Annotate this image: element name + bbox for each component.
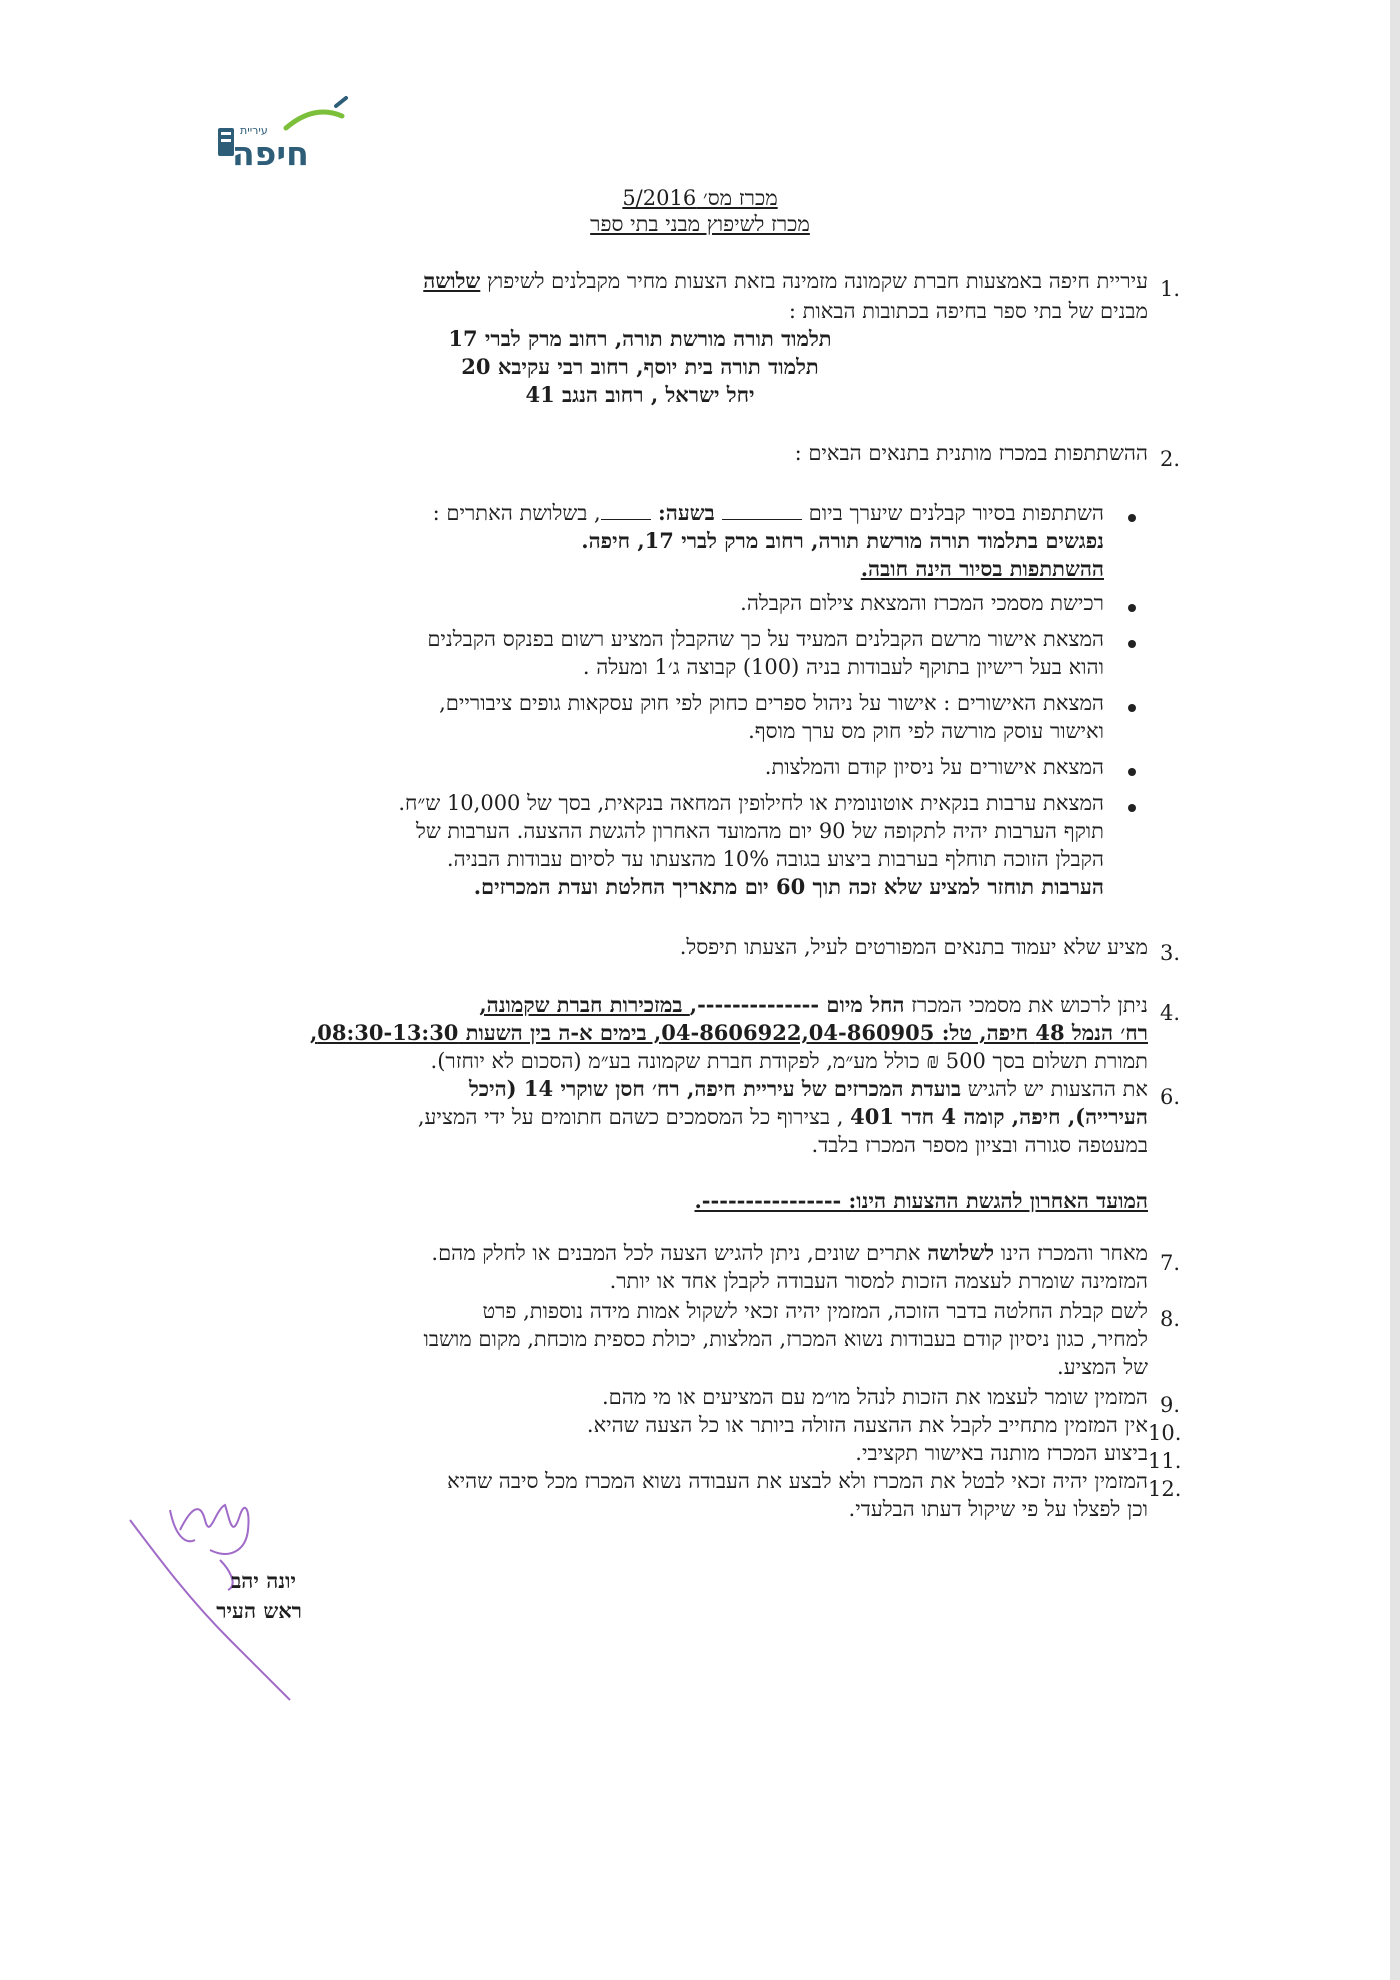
signatory-title: ראש העיר (216, 1598, 302, 1623)
bullet-1-line-1: השתתפות בסיור קבלנים שיערך ביום בשעה: , בשלושת האתרים : (432, 500, 1104, 525)
bullet-4-line-2: ואישור עוסק מורשה לפי חוק מס ערך מוסף. (748, 719, 1104, 743)
section-9-number: 9. (1160, 1393, 1181, 1417)
section-1-number: 1. (1160, 277, 1181, 301)
section-4-line-1: ניתן לרכוש את מסמכי המכרז החל מיום --------------, במזכירות חברת שקמונה, (479, 992, 1148, 1017)
bullet-1-line-3: ההשתתפות בסיור הינה חובה. (860, 556, 1104, 581)
scan-edge (1390, 0, 1400, 1980)
section-11-text: ביצוע המכרז מותנה באישור תקציבי. (855, 1441, 1148, 1465)
bullet-6-line-1: המצאת ערבות בנקאית אוטונומית או לחילופין המחאה בנקאית, בסך של 10,000 ש״ח. (398, 791, 1104, 815)
section-8-line-3: של המציע. (1057, 1355, 1148, 1379)
bullet-3-line-1: המצאת אישור מרשם הקבלנים המעיד על כך שהקבלן המציע רשום בפנקס הקבלנים (427, 627, 1104, 651)
section-2-text: ההשתתפות במכרז מותנית בתנאים הבאים : (794, 441, 1148, 465)
section-1-line-2: מבנים של בתי ספר בחיפה בכתובות הבאות : (788, 299, 1148, 323)
section-4-number: 4. (1160, 1001, 1181, 1025)
section-12-line-2: וכן לפצלו על פי שיקול דעתו הבלעדי. (848, 1497, 1148, 1521)
tender-number: מכרז מס׳ 5/2016 (622, 186, 778, 210)
section-12-line-1: המזמין יהיה זכאי לבטל את המכרז ולא לבצע את העבודה נשוא המכרז מכל סיבה שהיא (447, 1469, 1148, 1493)
address-2: תלמוד תורה בית יוסף, רחוב רבי עקיבא 20 (461, 354, 819, 379)
section-2-number: 2. (1160, 447, 1181, 471)
section-10-number: 10. (1148, 1421, 1182, 1445)
bullet-6-line-3: הקבלן הזוכה תוחלף בערבות ביצוע בגובה 10% מהצעתו עד לסיום עבודות הבניה. (446, 847, 1104, 871)
bullet-5-line-1: המצאת אישורים על ניסיון קודם והמלצות. (764, 755, 1104, 779)
submission-deadline: המועד האחרון להגשת ההצעות הינו: ----------------. (694, 1188, 1148, 1213)
section-9-text: המזמין שומר לעצמו את הזכות לנהל מו״מ עם המציעים או מי מהם. (602, 1385, 1148, 1409)
section-8-number: 8. (1160, 1307, 1181, 1331)
bullet (1128, 704, 1136, 712)
address-3: יחל ישראל , רחוב הנגב 41 (525, 382, 755, 407)
section-6-line-1: את ההצעות יש להגיש בועדת המכרזים של עיריית חיפה, רח׳ חסן שוקרי 14 (היכל (468, 1076, 1148, 1101)
section-7-line-2: המזמינה שומרת לעצמה הזכות למסור העבודה לקבלן אחד או יותר. (609, 1269, 1148, 1293)
bullet (1128, 604, 1136, 612)
bullet (1128, 804, 1136, 812)
section-3-text: מציע שלא יעמוד בתנאים המפורטים לעיל, הצעתו תיפסל. (679, 935, 1148, 959)
bullet (1128, 640, 1136, 648)
section-11-number: 11. (1148, 1449, 1182, 1473)
tender-title: מכרז לשיפוץ מבני בתי ספר (590, 212, 810, 236)
address-1: תלמוד תורה מורשת תורה, רחוב מרק לברי 17 (448, 326, 832, 351)
logo-name: חיפה (232, 134, 309, 173)
bullet-6-line-2: תוקף הערבות יהיה לתקופה של 90 יום מהמועד האחרון להגשת ההצעה. הערבות של (416, 819, 1104, 843)
section-6-line-3: במעטפה סגורה ובציון מספר המכרז בלבד. (811, 1133, 1148, 1157)
section-4-line-3: תמורת תשלום בסך 500 ₪ כולל מע״מ, לפקודת חברת שקמונה בע״מ (הסכום לא יוחזר). (430, 1049, 1148, 1073)
section-1-line-1: עיריית חיפה באמצעות חברת שקמונה מזמינה בזאת הצעות מחיר מקבלנים לשיפוץ שלושה (423, 268, 1148, 293)
bullet-4-line-1: המצאת האישורים : אישור על ניהול ספרים כחוק לפי חוק עסקאות גופים ציבוריים, (439, 691, 1104, 715)
section-6-number: 6. (1160, 1085, 1181, 1109)
signatory-name: יונה יהב (231, 1568, 296, 1593)
section-4-line-2: רח׳ הנמל 48 חיפה, טל: 04-8606922,04-860905, בימים א-ה בין השעות 08:30-13:30, (309, 1020, 1148, 1045)
section-10-text: אין המזמין מתחייב לקבל את ההצעה הזולה ביותר או כל הצעה שהיא. (586, 1413, 1148, 1437)
bullet-3-line-2: והוא בעל רישיון בתוקף לעבודות בניה (100) קבוצה ג׳1 ומעלה . (582, 655, 1104, 679)
bullet-2-line-1: רכישת מסמכי המכרז והמצאת צילום הקבלה. (740, 591, 1104, 615)
bullet-6-line-4: הערבות תוחזר למציע שלא זכה תוך 60 יום מתאריך החלטת ועדת המכרזים. (473, 874, 1104, 899)
bullet-1-line-2: נפגשים בתלמוד תורה מורשת תורה, רחוב מרק לברי 17, חיפה. (581, 528, 1104, 553)
section-7-line-1: מאחר והמכרז הינו לשלושה אתרים שונים, ניתן להגיש הצעה לכל המבנים או לחלק מהם. (431, 1240, 1148, 1265)
logo-subtitle: עיריית (240, 124, 268, 137)
bullet (1128, 768, 1136, 776)
section-6-line-2: העירייה), חיפה, קומה 4 חדר 401 , בצירוף כל המסמכים כשהם חתומים על ידי המציע, (417, 1104, 1148, 1129)
section-12-number: 12. (1148, 1477, 1182, 1501)
bullet (1128, 514, 1136, 522)
section-7-number: 7. (1160, 1251, 1181, 1275)
section-8-line-2: למחיר, כגון ניסיון קודם בעבודות נשוא המכרז, המלצות, יכולת כספית מוכחת, מקום מושבו (423, 1327, 1148, 1351)
section-3-number: 3. (1160, 941, 1181, 965)
section-8-line-1: לשם קבלת החלטה בדבר הזוכה, המזמין יהיה זכאי לשקול אמות מידה נוספות, פרט (482, 1299, 1148, 1323)
